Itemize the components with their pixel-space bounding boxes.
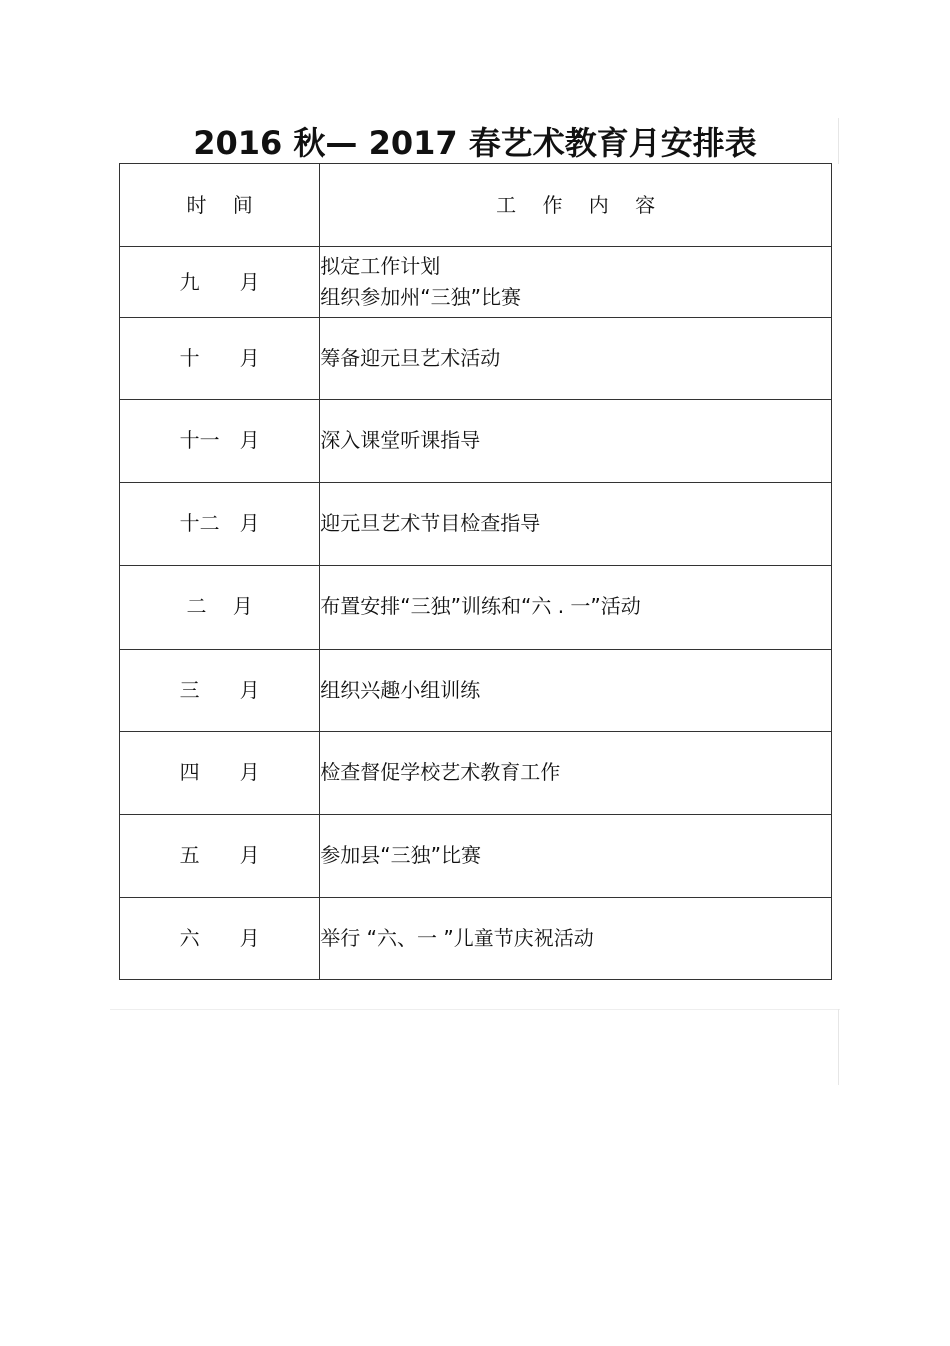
header-content — [320, 164, 832, 247]
page-edge-right-bottom — [838, 1009, 839, 1085]
table-row — [120, 318, 832, 400]
month-cell: 五 月 — [120, 815, 320, 898]
content-line: 检查督促学校艺术教育工作 — [320, 760, 561, 784]
month-cell: 六 月 — [120, 898, 320, 980]
content-cell — [320, 400, 832, 483]
table-row — [120, 815, 832, 898]
table-row — [120, 898, 832, 980]
header-time — [120, 164, 320, 247]
page-edge-bottom — [110, 1009, 840, 1010]
month-cell: 四 月 — [120, 732, 320, 815]
content-line: 深入课堂听课指导 — [320, 428, 481, 452]
content-line: 参加县“三独”比赛 — [320, 843, 482, 867]
table-row — [120, 566, 832, 650]
month-cell: 三 月 — [120, 650, 320, 732]
page-title: 2016 秋— 2017 春艺术教育月安排表 — [193, 124, 757, 162]
month-cell: 十 月 — [120, 318, 320, 400]
content-cell — [320, 815, 832, 898]
month-cell: 九 月 — [120, 247, 320, 318]
content-cell — [320, 483, 832, 566]
table-row — [120, 483, 832, 566]
content-cell — [320, 566, 832, 650]
header-content-label: 工 作 内 容 — [496, 192, 656, 217]
content-line: 迎元旦艺术节目检查指导 — [320, 511, 541, 535]
month-cell: 十二 月 — [120, 483, 320, 566]
month-cell: 二 月 — [120, 566, 320, 650]
table-row — [120, 732, 832, 815]
content-line: 组织参加州“三独”比赛 — [320, 285, 522, 309]
content-line: 筹备迎元旦艺术活动 — [320, 346, 501, 370]
content-cell — [320, 898, 832, 980]
header-time-label: 时 间 — [186, 192, 253, 217]
table-header-row — [120, 164, 832, 247]
schedule-table — [119, 163, 832, 980]
month-cell: 十一 月 — [120, 400, 320, 483]
content-cell — [320, 732, 832, 815]
content-cell — [320, 247, 832, 318]
table-row — [120, 247, 832, 318]
content-cell — [320, 650, 832, 732]
table-row — [120, 400, 832, 483]
content-line: 拟定工作计划 — [320, 254, 441, 278]
content-cell — [320, 318, 832, 400]
table-row — [120, 650, 832, 732]
content-line: 组织兴趣小组训练 — [320, 678, 481, 702]
content-line: 布置安排“三独”训练和“六 . 一”活动 — [320, 594, 641, 618]
content-line: 举行 “六、一 ”儿童节庆祝活动 — [320, 926, 594, 950]
